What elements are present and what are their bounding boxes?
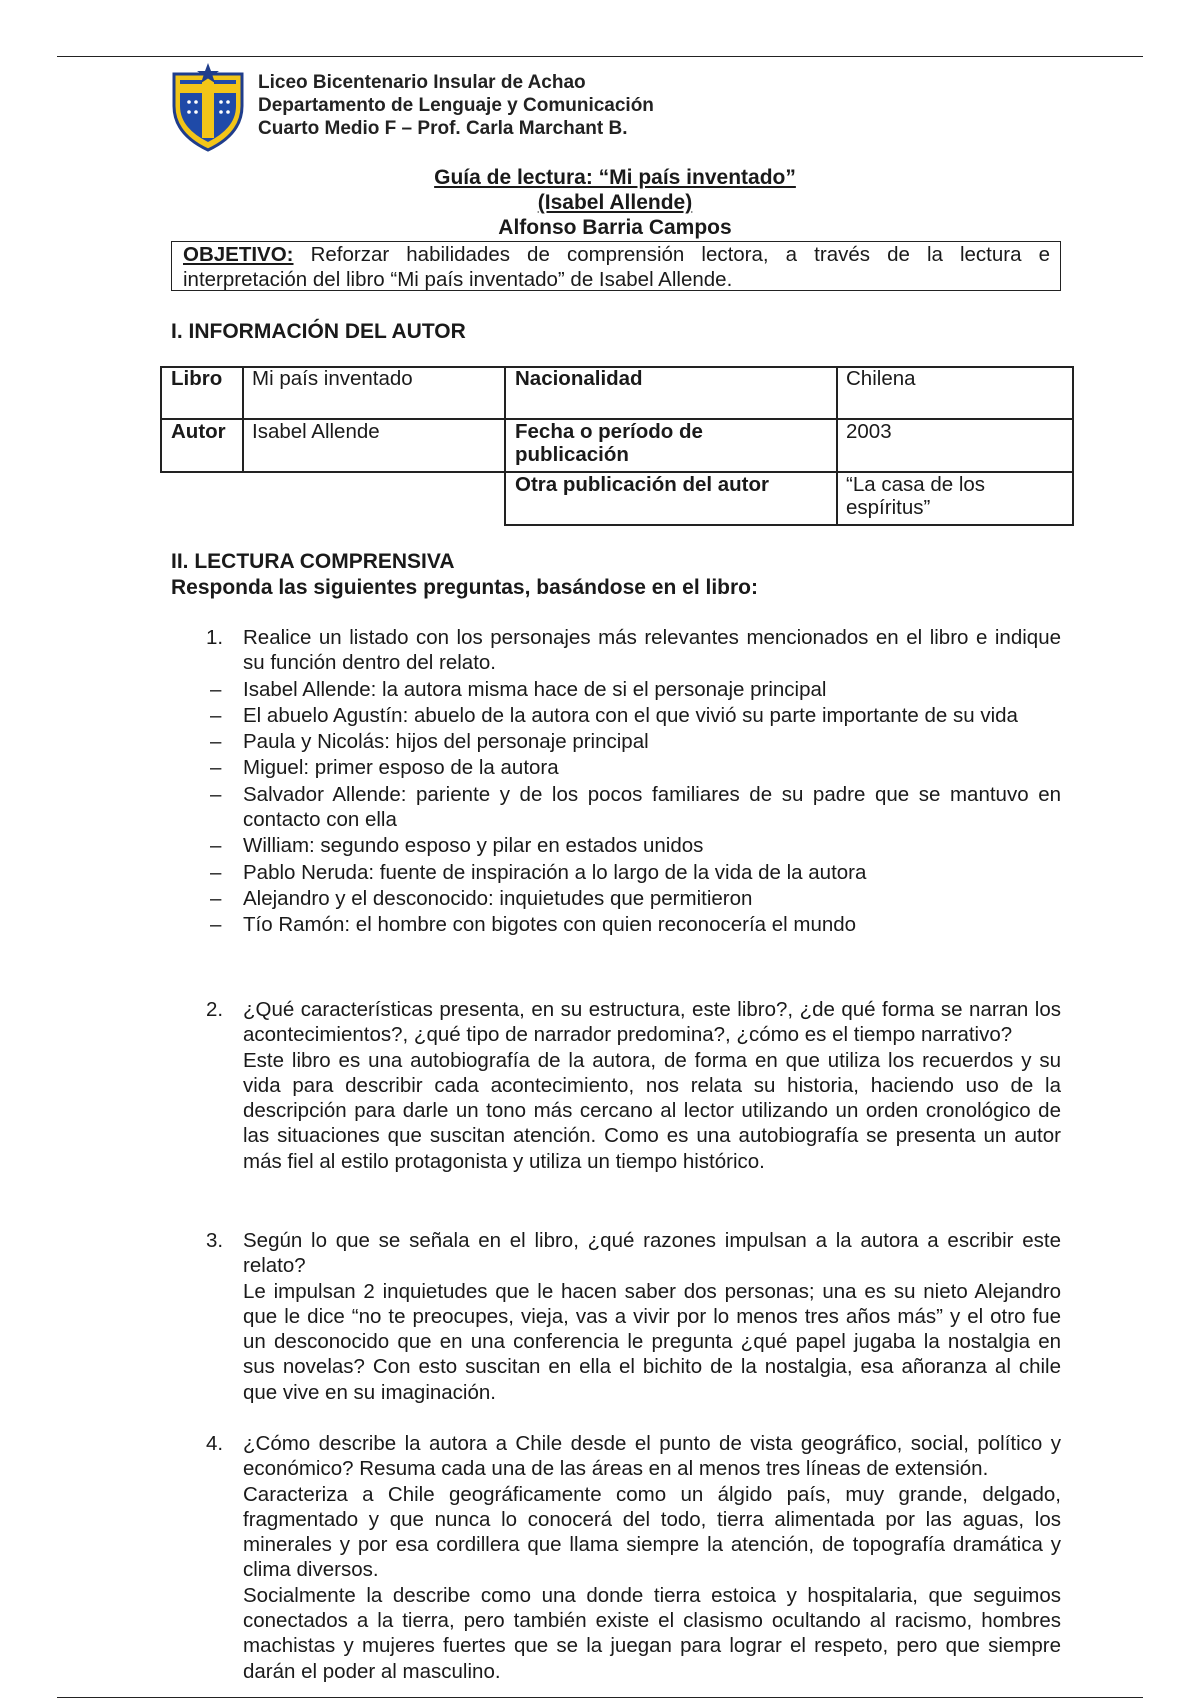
- autor-label: Autor: [171, 420, 226, 443]
- question-4: [206, 1431, 1061, 1684]
- question-text: Según lo que se señala en el libro, ¿qué razones impulsan a la autora a escribir este relato?: [243, 1229, 1061, 1278]
- school-name: Liceo Bicentenario Insular de Achao: [258, 72, 586, 93]
- nacionalidad-label: Nacionalidad: [515, 367, 643, 390]
- answer-geography: Caracteriza a Chile geográficamente como un álgido país, muy grande, delgado, fragmentado y que nunca lo conocerá del todo, tierra alimentada por las aguas, los minerales y por esa cordillera que llama siempre la atención, de topografía dramática y clima diversos.: [243, 1482, 1061, 1582]
- objective-box: [171, 241, 1061, 291]
- school-header: [258, 71, 654, 140]
- autor-value: Isabel Allende: [252, 420, 380, 443]
- list-item: – Tío Ramón: el hombre con bigotes con quien reconocería el mundo: [210, 913, 857, 937]
- question-text: ¿Cómo describe la autora a Chile desde el punto de vista geográfico, social, político y económico? Resuma cada una de las áreas en al menos tres líneas de extensión.: [243, 1432, 1061, 1481]
- question-number: 4.: [206, 1432, 224, 1455]
- guide-title: Guía de lectura: “Mi país inventado”: [434, 166, 796, 189]
- department-name: Departamento de Lenguaje y Comunicación: [258, 95, 654, 116]
- section-author-info-title: I. INFORMACIÓN DEL AUTOR: [171, 320, 466, 343]
- answer-social: Socialmente la describe como una donde tierra estoica y hospitalaria, que seguimos conectados a la tierra, pero también existe el clasismo ocultando al racismo, hombres machistas y mujeres fuertes que se la juegan para lograr el respeto, pero que siempre darán el poder al masculino.: [243, 1583, 1061, 1683]
- list-item: – Miguel: primer esposo de la autora: [210, 756, 559, 780]
- question-text: Realice un listado con los personajes más relevantes mencionados en el libro e indique su función dentro del relato.: [243, 626, 1061, 675]
- libro-value: Mi país inventado: [252, 367, 413, 390]
- answer-text: Este libro es una autobiografía de la autora, de forma en que utiliza los recuerdos y su vida para describir cada acontecimiento, nos relata su historia, haciendo uso de la descripción para darle un tono más cercano al lector utilizando un orden cronológico de las situaciones que suscitan atención. Como es una autobiografía se presenta un autor más fiel al estilo protagonista y utiliza un tiempo histórico.: [243, 1048, 1061, 1173]
- objective-text: Reforzar habilidades de comprensión lectora, a través de la lectura e interpretación del libro “Mi país inventado” de Isabel Allende.: [183, 243, 1050, 291]
- student-name: Alfonso Barria Campos: [498, 216, 732, 239]
- list-item: – Paula y Nicolás: hijos del personaje principal: [210, 730, 649, 754]
- list-item: – William: segundo esposo y pilar en estados unidos: [210, 834, 704, 858]
- question-3: [206, 1228, 1061, 1405]
- question-1: [206, 625, 1061, 938]
- school-crest-icon: [171, 62, 245, 152]
- top-rule: [57, 56, 1143, 57]
- list-item: – El abuelo Agustín: abuelo de la autora con el que vivió su parte importante de su vida: [210, 703, 1018, 727]
- nacionalidad-value: Chilena: [846, 367, 916, 390]
- fecha-label: Fecha o período de publicación: [515, 420, 703, 466]
- list-item: – Alejandro y el desconocido: inquietudes que permitieron: [210, 886, 753, 910]
- question-text: ¿Qué características presenta, en su estructura, este libro?, ¿de qué forma se narran los acontecimientos?, ¿qué tipo de narrador predomina?, ¿cómo es el tiempo narrativo?: [243, 998, 1061, 1047]
- otra-publicacion-label: Otra publicación del autor: [515, 473, 770, 496]
- fecha-value: 2003: [846, 420, 892, 443]
- course-name: Cuarto Medio F – Prof. Carla Marchant B.: [258, 118, 628, 139]
- list-item: – Pablo Neruda: fuente de inspiración a lo largo de la vida de la autora: [210, 860, 867, 884]
- author-info-table: [160, 366, 1073, 526]
- answer-text: [243, 1482, 1061, 1684]
- list-item: – Isabel Allende: la autora misma hace de si el personaje principal: [210, 677, 827, 701]
- answer-text: Le impulsan 2 inquietudes que le hacen saber dos personas; una es su nieto Alejandro que le dice “no te preocupes, vieja, vas a vivir por lo menos tres años más” y el otro fue un desconocido que en una conferencia le pregunta ¿qué papel jugaba la nostalgia en sus novelas? Con esto suscitan en ella el bichito de la nostalgia, esa añoranza al chile que vive en su imaginación.: [243, 1279, 1061, 1404]
- bottom-rule: [57, 1697, 1143, 1698]
- question-number: 2.: [206, 998, 224, 1021]
- character-list: [206, 677, 1061, 938]
- otra-publicacion-value: “La casa de los espíritus”: [846, 473, 986, 519]
- question-2: [206, 997, 1061, 1174]
- reading-instruction: Responda las siguientes preguntas, basándose en el libro:: [171, 576, 758, 599]
- list-item: – Salvador Allende: pariente y de los pocos familiares de su padre que se mantuvo en contacto con ella: [210, 782, 1061, 832]
- document-title: [0, 165, 1200, 240]
- question-number: 3.: [206, 1229, 224, 1252]
- question-number: 1.: [206, 626, 224, 649]
- section-reading-title: II. LECTURA COMPRENSIVA: [171, 550, 455, 573]
- objective-label: OBJETIVO:: [183, 243, 294, 266]
- libro-label: Libro: [171, 367, 223, 390]
- guide-author: (Isabel Allende): [537, 191, 693, 214]
